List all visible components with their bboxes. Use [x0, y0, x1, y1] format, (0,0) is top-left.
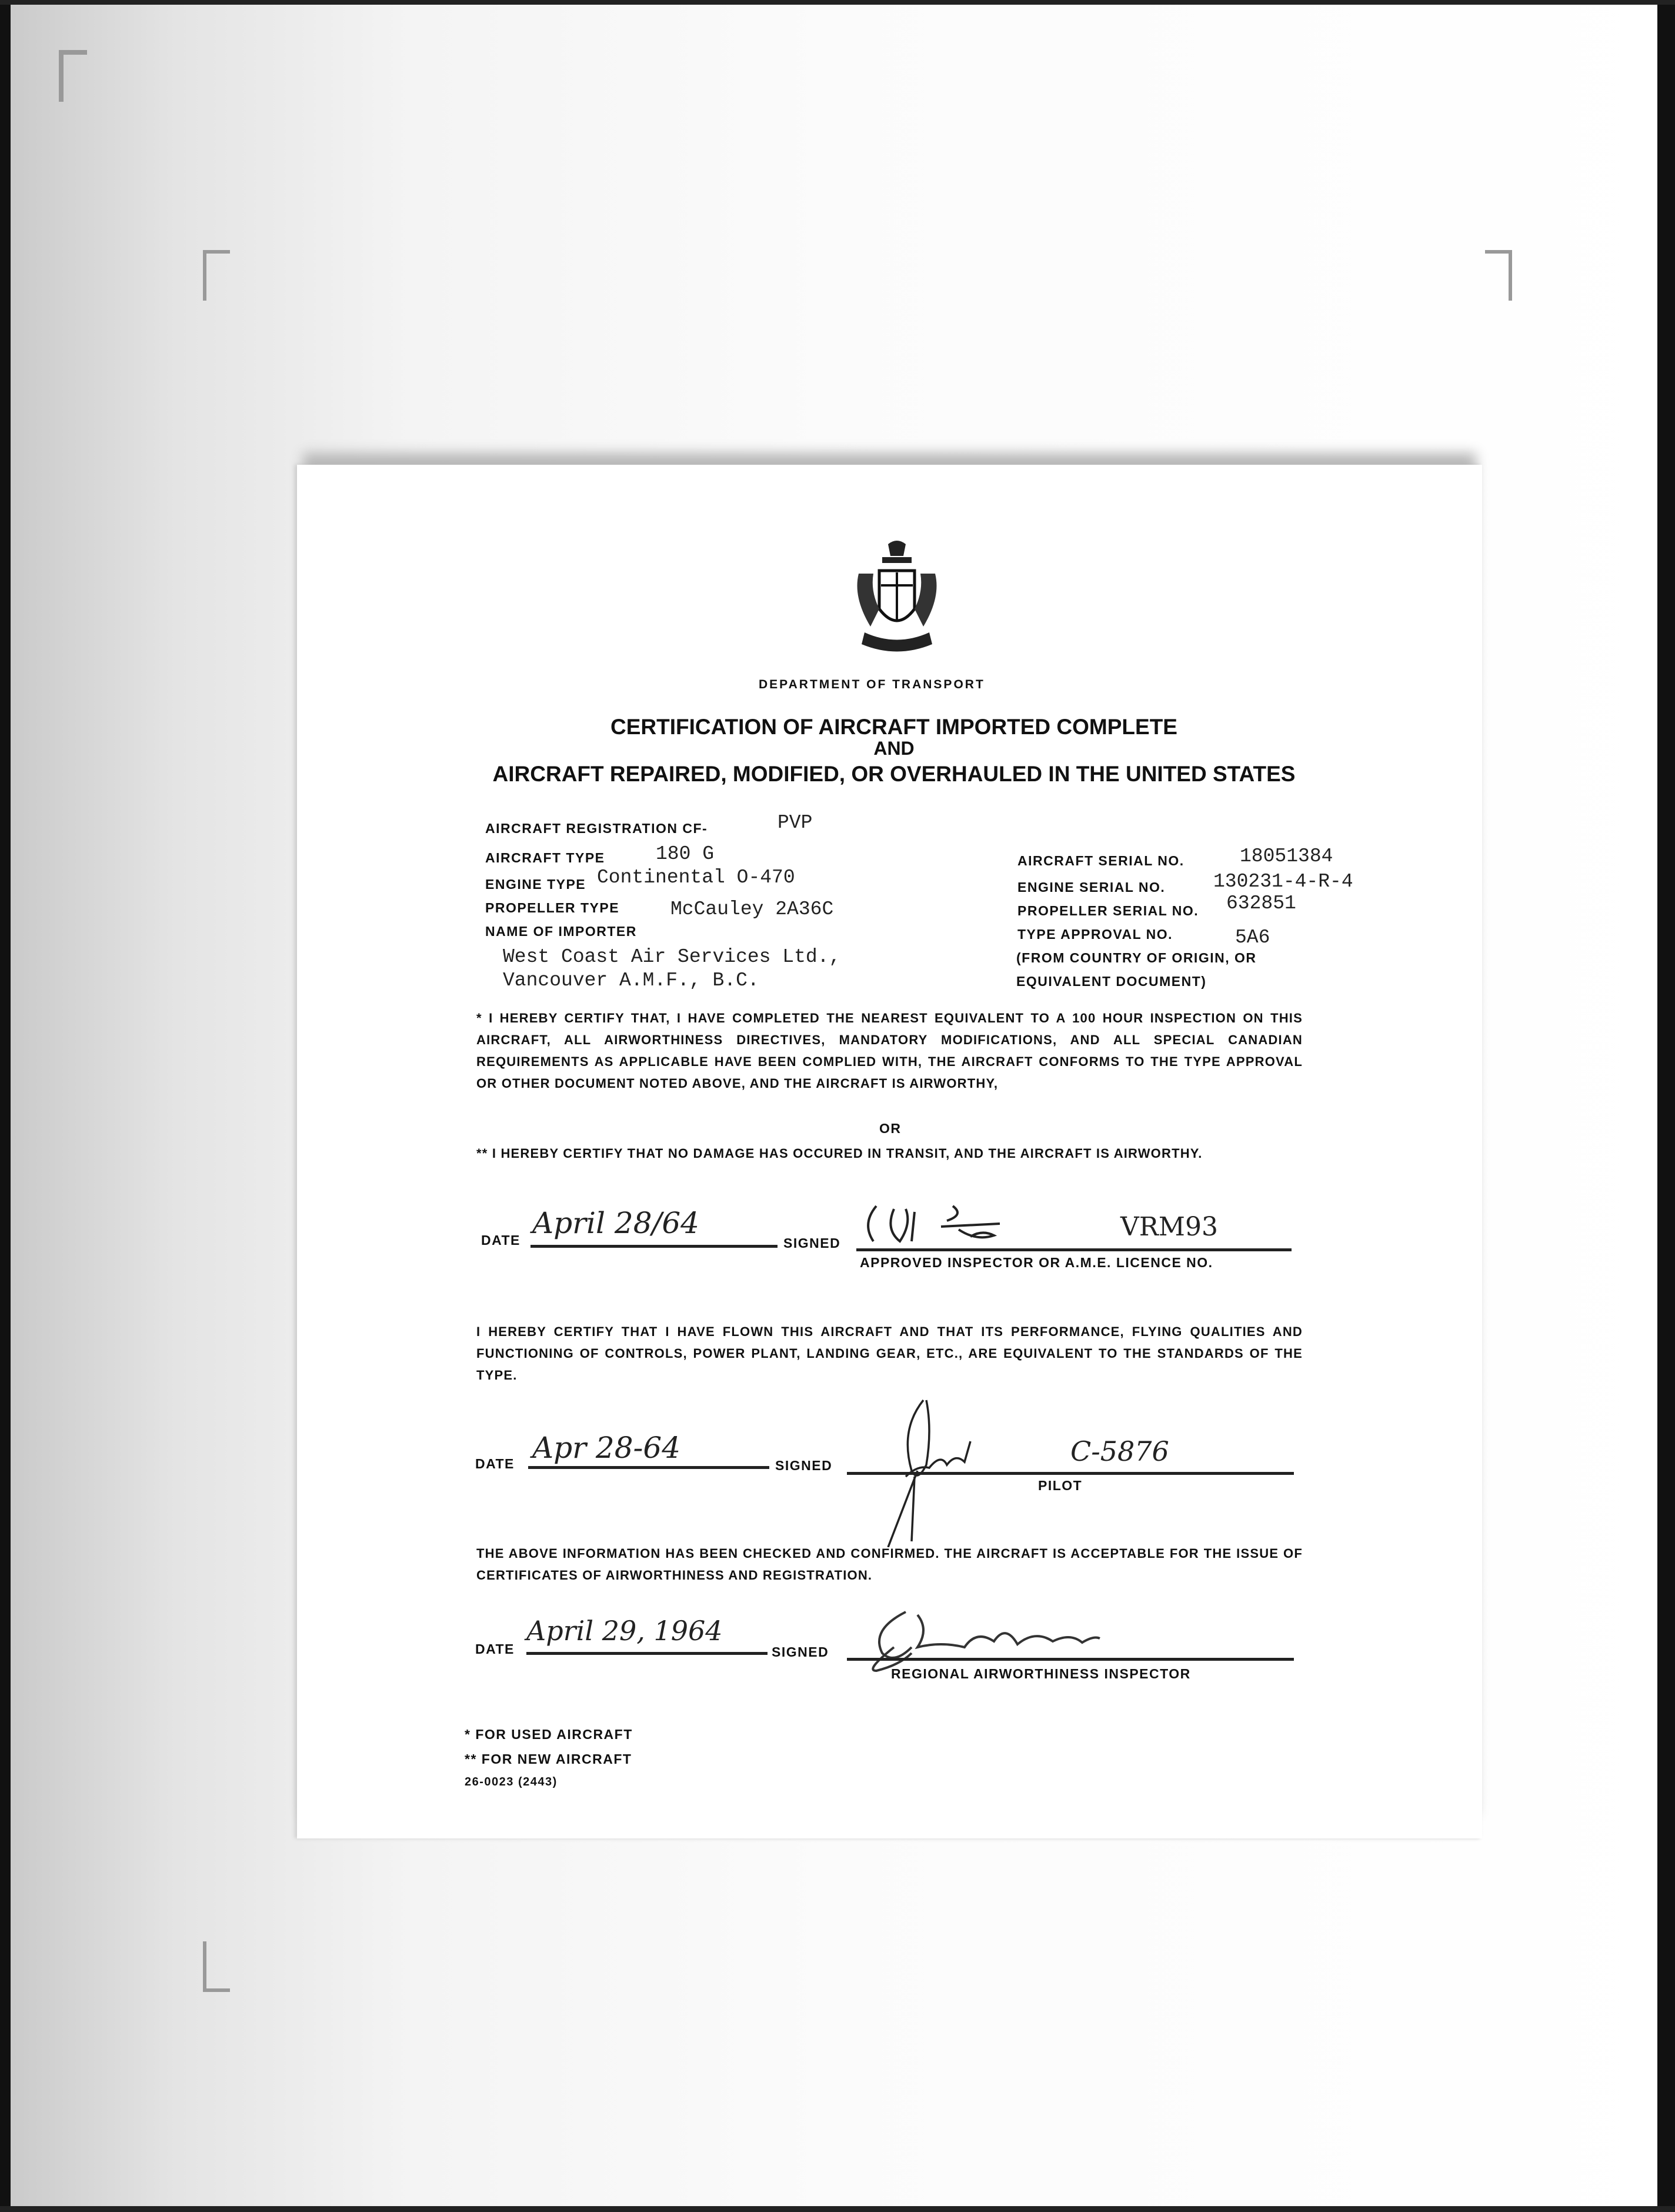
confirmation-statement: THE ABOVE INFORMATION HAS BEEN CHECKED AND CONFIRMED. THE AIRCRAFT IS ACCEPTABLE FOR THE ISSUE OF CERTIFICATES OF AIRWORTHINESS AND REGISTRATION. — [476, 1546, 1303, 1583]
aircraft-serial-value: 18051384 — [1240, 845, 1333, 867]
regional-inspector-caption: REGIONAL AIRWORTHINESS INSPECTOR — [891, 1666, 1191, 1681]
flight-date[interactable]: Apr 28-64 — [532, 1431, 681, 1465]
registration-label: AIRCRAFT REGISTRATION CF- — [485, 821, 708, 836]
aircraft-serial-label: AIRCRAFT SERIAL NO. — [1017, 853, 1184, 868]
pilot-signature[interactable] — [882, 1394, 1029, 1547]
signed-label: SIGNED — [783, 1235, 841, 1251]
title-line-3: AIRCRAFT REPAIRED, MODIFIED, OR OVERHAULED IN THE UNITED STATES — [492, 762, 1296, 786]
aircraft-type-value: 180 G — [656, 843, 715, 865]
footnote-new-aircraft: ** FOR NEW AIRCRAFT — [465, 1751, 632, 1767]
signed-label: SIGNED — [772, 1644, 829, 1660]
engine-serial-value: 130231-4-R-4 — [1213, 871, 1353, 892]
crop-mark — [59, 50, 87, 102]
title-line-2: AND — [873, 738, 915, 759]
date-line — [526, 1652, 768, 1655]
type-approval-label: TYPE APPROVAL NO. — [1017, 927, 1173, 942]
date-label: DATE — [475, 1641, 515, 1657]
aircraft-type-label: AIRCRAFT TYPE — [485, 850, 605, 865]
flight-certification: I HEREBY CERTIFY THAT I HAVE FLOWN THIS AIRCRAFT AND THAT ITS PERFORMANCE, FLYING QUALITIES AND FUNCTIONING OF CONTROLS, POWER PLANT, LANDING GEAR, ETC., ARE EQUIVALENT TO THE STANDARDS OF THE TYPE. — [476, 1324, 1303, 1382]
or-separator: OR — [879, 1121, 902, 1136]
importer-line-2: Vancouver A.M.F., B.C. — [503, 970, 759, 991]
form-number: 26-0023 (2443) — [465, 1775, 558, 1788]
footnote-used-aircraft: * FOR USED AIRCRAFT — [465, 1727, 633, 1742]
certification-used-aircraft: * I HEREBY CERTIFY THAT, I HAVE COMPLETED THE NEAREST EQUIVALENT TO A 100 HOUR INSPECTION ON THIS AIRCRAFT, ALL AIRWORTHINESS DIRECTIVES, MANDATORY MODIFICATIONS, AND ALL SPECIAL CANADIAN REQUIREMENTS AS APPLICABLE HAVE BEEN COMPLIED WITH, THE AIRCRAFT CONFORMS TO THE TYPE APPROVAL OR OTHER DOCUMENT NOTED ABOVE, AND THE AIRCRAFT IS AIRWORTHY, — [476, 1011, 1303, 1091]
crop-mark — [203, 250, 230, 301]
certification-new-aircraft: ** I HEREBY CERTIFY THAT NO DAMAGE HAS OCCURED IN TRANSIT, AND THE AIRCRAFT IS AIRWORTHY. — [476, 1146, 1203, 1161]
engine-type-value: Continental O-470 — [597, 867, 795, 888]
inspector-licence-number[interactable]: VRM93 — [1120, 1212, 1218, 1242]
date-line — [528, 1466, 769, 1469]
propeller-type-value: McCauley 2A36C — [670, 898, 834, 920]
coat-of-arms-icon — [847, 538, 947, 665]
scan-border-left — [0, 0, 11, 2212]
type-approval-note-2: EQUIVALENT DOCUMENT) — [1016, 974, 1207, 989]
signature-line — [847, 1658, 1294, 1661]
type-approval-value: 5A6 — [1235, 927, 1270, 948]
engine-type-label: ENGINE TYPE — [485, 877, 586, 892]
inspector-caption: APPROVED INSPECTOR OR A.M.E. LICENCE NO. — [860, 1255, 1213, 1270]
signature-line — [847, 1472, 1294, 1475]
propeller-type-label: PROPELLER TYPE — [485, 900, 620, 915]
pilot-caption: PILOT — [1038, 1478, 1083, 1493]
inspection-date[interactable]: April 28/64 — [532, 1206, 699, 1240]
scan-border-top — [0, 0, 1675, 5]
registration-value: PVP — [778, 812, 813, 834]
scan-border-right — [1657, 0, 1675, 2212]
importer-line-1: West Coast Air Services Ltd., — [503, 946, 841, 968]
pilot-licence-number[interactable]: C-5876 — [1070, 1435, 1169, 1467]
propeller-serial-value: 632851 — [1226, 892, 1296, 914]
date-label: DATE — [475, 1456, 515, 1471]
title-line-1: CERTIFICATION OF AIRCRAFT IMPORTED COMPLETE — [610, 715, 1177, 739]
importer-label: NAME OF IMPORTER — [485, 924, 637, 939]
date-label: DATE — [481, 1232, 520, 1248]
signed-label: SIGNED — [775, 1458, 833, 1473]
inspector-signature[interactable] — [859, 1200, 1059, 1253]
propeller-serial-label: PROPELLER SERIAL NO. — [1017, 903, 1199, 918]
engine-serial-label: ENGINE SERIAL NO. — [1017, 880, 1166, 895]
department-name: DEPARTMENT OF TRANSPORT — [759, 678, 985, 691]
signature-line — [856, 1248, 1292, 1251]
crop-mark — [203, 1941, 230, 1992]
date-line — [530, 1245, 778, 1248]
scan-border-bottom — [0, 2206, 1675, 2212]
type-approval-note-1: (FROM COUNTRY OF ORIGIN, OR — [1016, 950, 1257, 965]
crop-mark — [1485, 250, 1512, 301]
confirmation-date[interactable]: April 29, 1964 — [526, 1615, 723, 1647]
